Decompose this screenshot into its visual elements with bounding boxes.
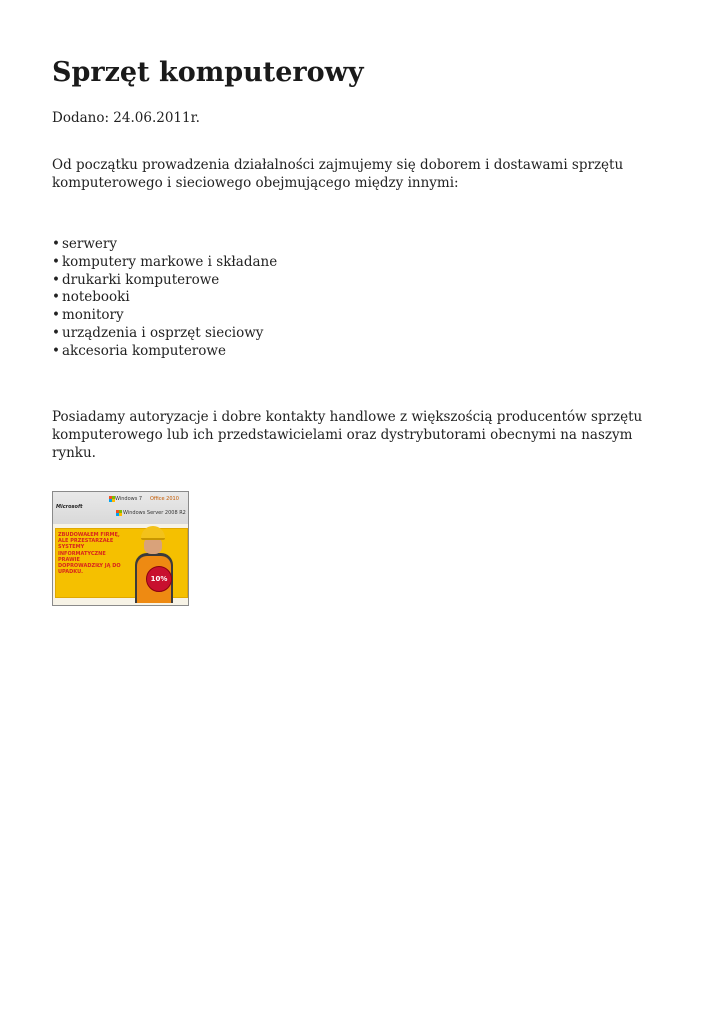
list-item-label: notebooki (62, 289, 130, 306)
list-item (52, 254, 277, 272)
bullet: • (52, 289, 60, 306)
list-item (52, 289, 277, 307)
list-item-label: komputery markowe i składane (62, 253, 278, 270)
bullet: • (52, 324, 60, 341)
list-item-label: akcesoria komputerowe (62, 342, 226, 359)
date-added: Dodano: 24.06.2011r. (52, 110, 200, 126)
product-list (52, 236, 277, 361)
microsoft-logo: Microsoft (56, 504, 83, 510)
windows-server-logo-icon (116, 510, 122, 516)
list-item-label: monitory (62, 307, 124, 324)
discount-badge: 10% (146, 566, 172, 592)
microsoft-ad-banner[interactable] (52, 491, 189, 606)
list-item-label: urządzenia i osprzęt sieciowy (62, 324, 264, 341)
bullet: • (52, 271, 60, 288)
page-title: Sprzęt komputerowy (52, 57, 364, 88)
list-item (52, 272, 277, 290)
bullet: • (52, 236, 60, 252)
intro-paragraph: Od początku prowadzenia działalności zajmujemy się doborem i dostawami sprzętu komputerowego i sieciowego obejmującego między innymi: (52, 157, 624, 191)
bullet: • (52, 307, 60, 324)
bullet: • (52, 342, 60, 359)
list-item (52, 343, 277, 361)
list-item (52, 236, 277, 254)
list-item (52, 325, 277, 343)
list-item (52, 307, 277, 325)
office-label: Office 2010 (150, 496, 179, 502)
windows-server-label: Windows Server 2008 R2 (123, 510, 186, 516)
list-item-label: serwery (62, 236, 117, 252)
banner-headline: ZBUDOWAŁEM FIRMĘ, ALE PRZESTARZAŁE SYSTEMY INFORMATYCZNE PRAWIE DOPROWADZIŁY JĄ DO UPADKU. (58, 532, 121, 576)
windows-7-label: Windows 7 (115, 496, 143, 502)
list-item-label: drukarki komputerowe (62, 271, 220, 288)
bullet: • (52, 253, 60, 270)
outro-paragraph: Posiadamy autoryzacje i dobre kontakty handlowe z większością producentów sprzętu komputerowego lub ich przedstawicielami oraz dystrybutorami obecnymi na naszym rynku. (52, 409, 643, 461)
